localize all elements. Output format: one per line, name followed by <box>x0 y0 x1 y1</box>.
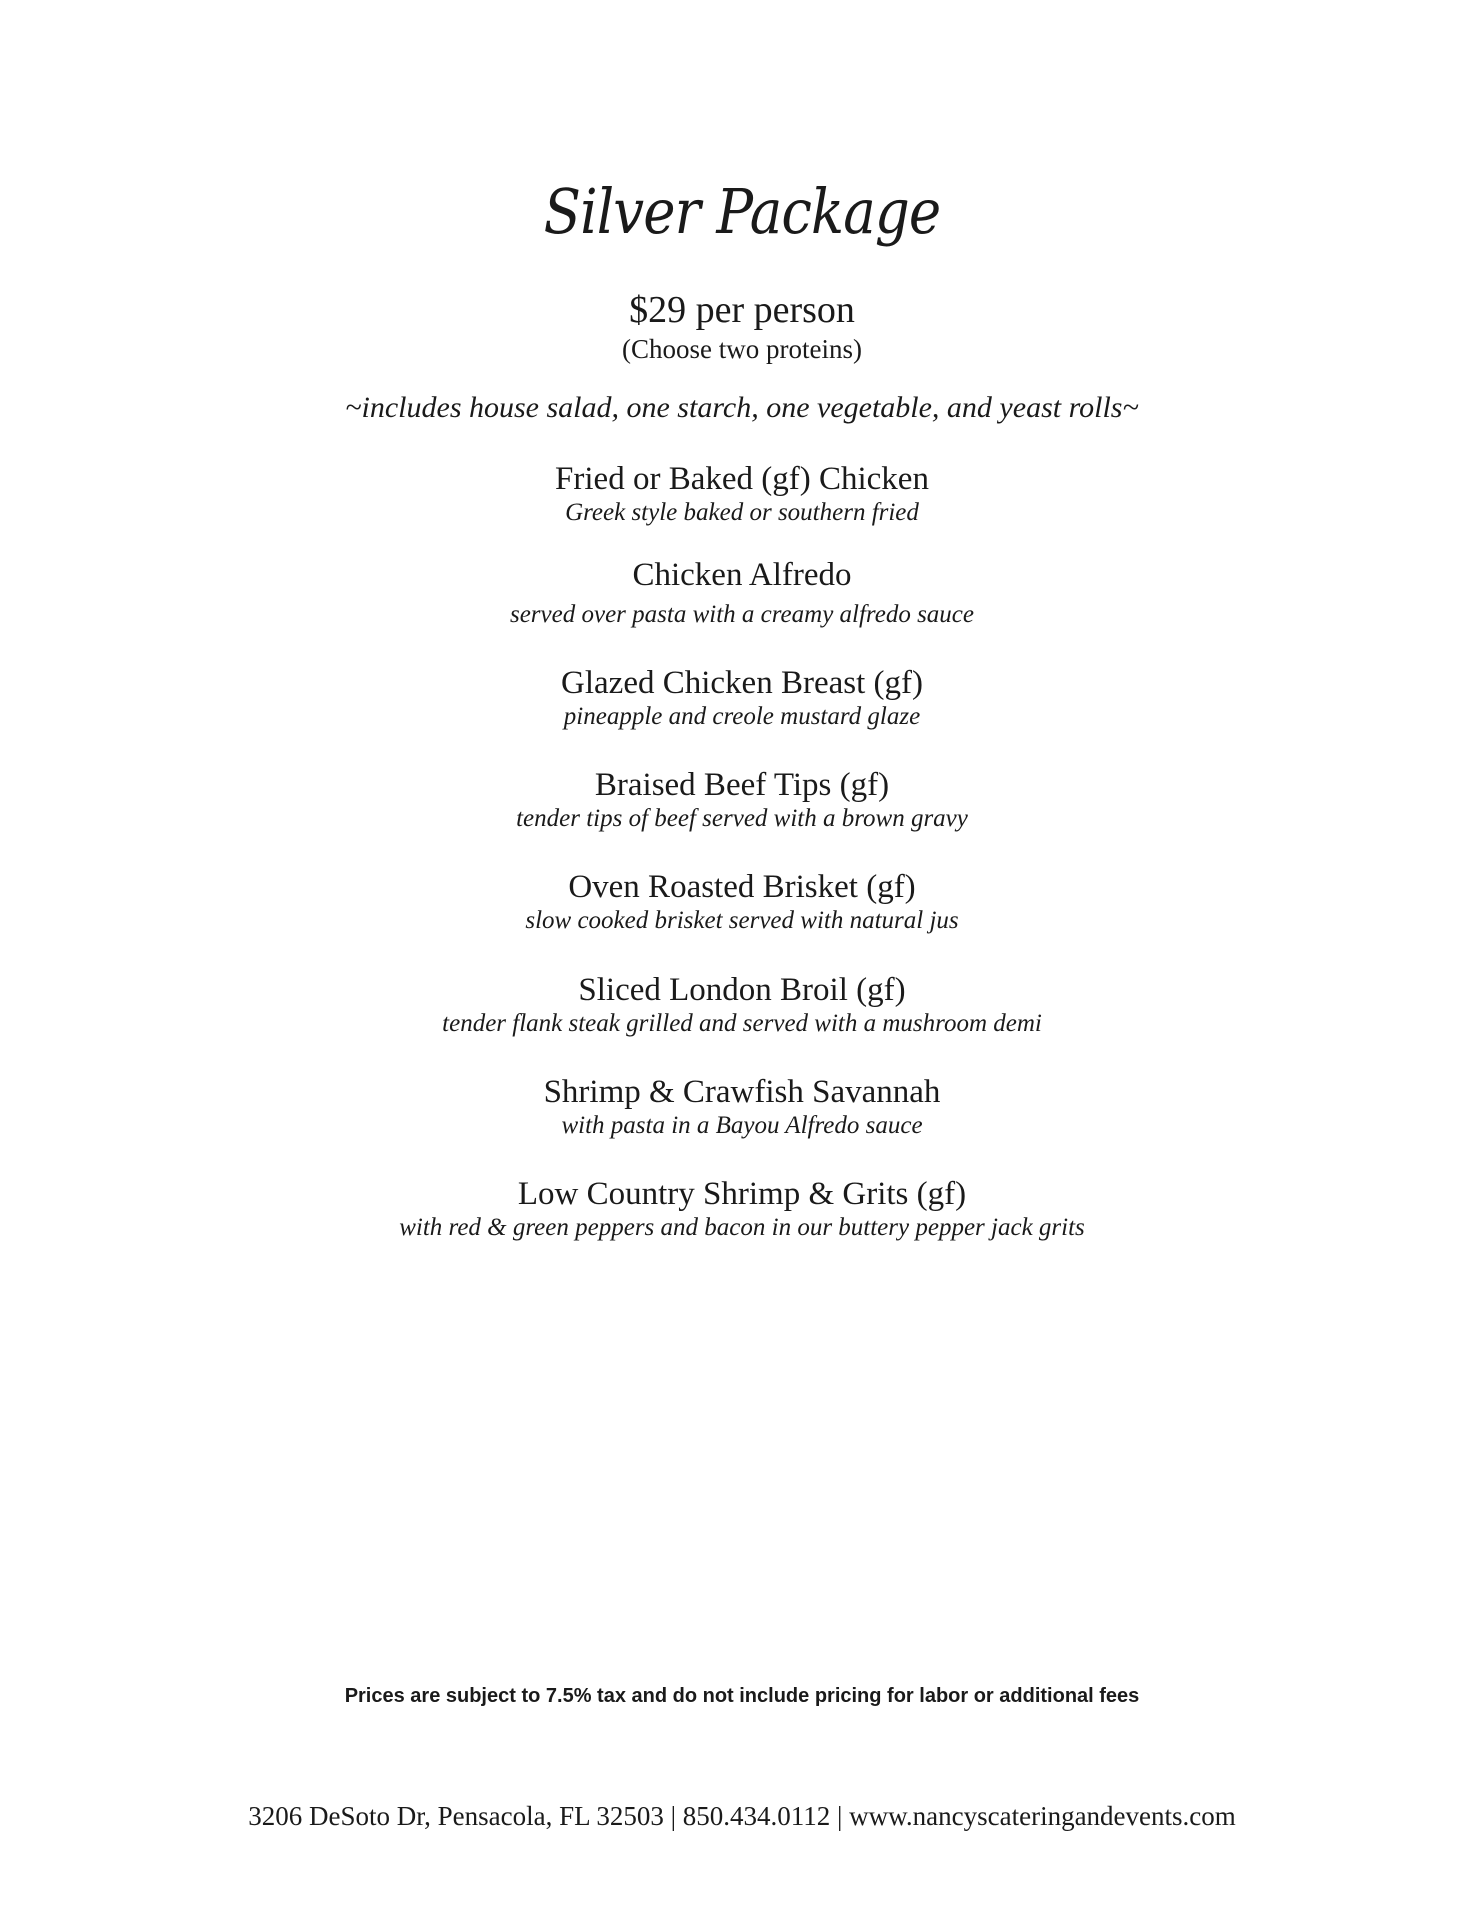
menu-item-description: served over pasta with a creamy alfredo sauce <box>509 601 974 628</box>
menu-item-description: pineapple and creole mustard glaze <box>563 703 921 730</box>
menu-item <box>0 1073 1484 1141</box>
contact-footer: 3206 DeSoto Dr, Pensacola, FL 32503 | 850.434.0112 | www.nancyscateringandevents.com <box>248 1801 1236 1831</box>
menu-item-name: Glazed Chicken Breast (gf) <box>561 665 923 701</box>
menu-item-description: tender tips of beef served with a brown gravy <box>516 805 968 832</box>
menu-item <box>0 766 1484 834</box>
page-title: Silver Package <box>543 175 941 248</box>
menu-item <box>0 971 1484 1039</box>
menu-item-name: Oven Roasted Brisket (gf) <box>568 869 916 905</box>
menu-item <box>0 868 1484 936</box>
price-per-person: $29 per person <box>629 289 855 331</box>
includes-line: ~includes house salad, one starch, one vegetable, and yeast rolls~ <box>345 391 1139 424</box>
menu-item <box>0 556 1484 630</box>
menu-item-name: Braised Beef Tips (gf) <box>594 767 890 803</box>
menu-item-description: tender flank steak grilled and served with a mushroom demi <box>442 1010 1042 1037</box>
menu-item-name: Shrimp & Crawfish Savannah <box>543 1074 941 1110</box>
menu-item-description: with red & green peppers and bacon in our buttery pepper jack grits <box>399 1214 1085 1241</box>
menu-item <box>0 664 1484 732</box>
menu-item-name: Fried or Baked (gf) Chicken <box>555 461 929 497</box>
menu-item-name: Low Country Shrimp & Grits (gf) <box>517 1176 967 1212</box>
menu-item-name: Chicken Alfredo <box>632 557 852 593</box>
price-note: (Choose two proteins) <box>622 334 862 364</box>
menu-item-description: slow cooked brisket served with natural jus <box>525 907 959 934</box>
menu-item <box>0 460 1484 528</box>
menu-item-description: Greek style baked or southern fried <box>565 499 919 526</box>
tax-disclaimer: Prices are subject to 7.5% tax and do not include pricing for labor or additional fees <box>344 1685 1140 1707</box>
menu-item-name: Sliced London Broil (gf) <box>578 972 906 1008</box>
menu-item-description: with pasta in a Bayou Alfredo sauce <box>561 1112 923 1139</box>
menu-item <box>0 1175 1484 1243</box>
